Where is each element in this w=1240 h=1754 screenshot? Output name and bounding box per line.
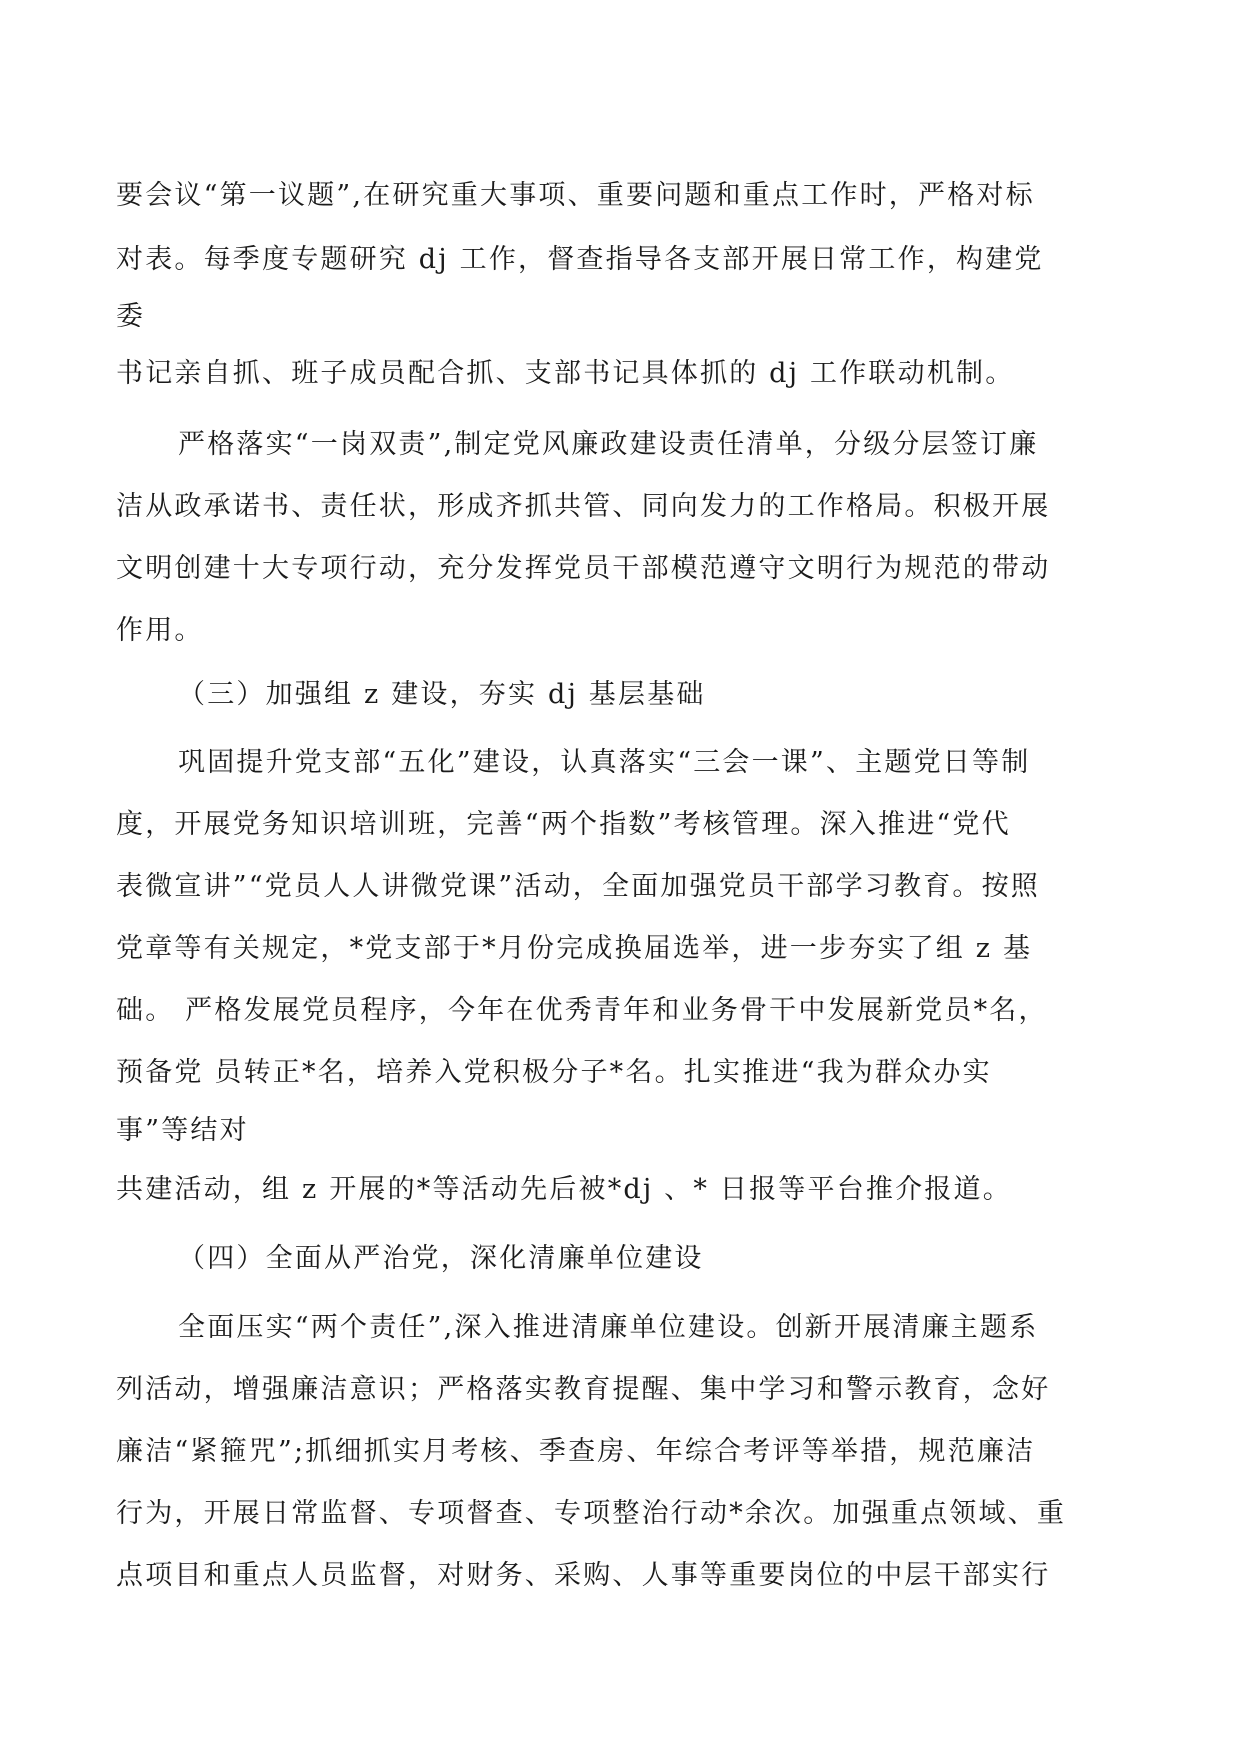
- text-line: 预备党 员转正*名，培养入党积极分子*名。扎实推进“我为群众办实: [116, 1057, 992, 1088]
- section-heading-3: （三）加强组 z 建设，夯实 dj 基层基础: [178, 679, 706, 710]
- text-line: 文明创建十大专项行动，充分发挥党员干部模范遵守文明行为规范的带动: [116, 553, 1051, 584]
- text-line: 作用。: [116, 615, 204, 646]
- text-line: 础。 严格发展党员程序，今年在优秀青年和业务骨干中发展新党员*名，: [116, 995, 1048, 1026]
- section-heading-4: （四）全面从严治党，深化清廉单位建设: [178, 1243, 704, 1274]
- text-line: 共建活动，组 z 开展的*等活动先后被*dj 、* 日报等平台推介报道。: [116, 1174, 1012, 1205]
- text-line: 行为，开展日常监督、专项督查、专项整治行动*余次。加强重点领域、重: [116, 1498, 1067, 1529]
- text-line: 党章等有关规定，*党支部于*月份完成换届选举，进一步夯实了组 z 基: [116, 933, 1033, 964]
- text-line: 列活动，增强廉洁意识；严格落实教育提醒、集中学习和警示教育，念好: [116, 1374, 1051, 1405]
- paragraph-first-line: 严格落实“一岗双责”,制定党风廉政建设责任清单，分级分层签订廉: [178, 429, 1039, 460]
- text-line: 委: [116, 301, 146, 332]
- paragraph-first-line: 全面压实“两个责任”,深入推进清廉单位建设。创新开展清廉主题系: [178, 1312, 1039, 1343]
- text-line: 对表。每季度专题研究 dj 工作，督查指导各支部开展日常工作，构建党: [116, 244, 1044, 275]
- text-line: 表微宣讲”“党员人人讲微党课”活动，全面加强党员干部学习教育。按照: [116, 871, 1041, 902]
- text-line: 要会议“第一议题”,在研究重大事项、重要问题和重点工作时，严格对标: [116, 180, 1035, 211]
- text-line: 度，开展党务知识培训班，完善“两个指数”考核管理。深入推进“党代: [116, 809, 1011, 840]
- text-line: 事”等结对: [116, 1115, 249, 1146]
- text-line: 洁从政承诺书、责任状，形成齐抓共管、同向发力的工作格局。积极开展: [116, 491, 1051, 522]
- paragraph-first-line: 巩固提升党支部“五化”建设，认真落实“三会一课”、主题党日等制: [178, 747, 1031, 778]
- text-line: 廉洁“紧箍咒”;抓细抓实月考核、季查房、年综合考评等举措，规范廉洁: [116, 1436, 1036, 1467]
- text-line: 点项目和重点人员监督，对财务、采购、人事等重要岗位的中层干部实行: [116, 1560, 1051, 1591]
- text-line: 书记亲自抓、班子成员配合抓、支部书记具体抓的 dj 工作联动机制。: [116, 358, 1015, 389]
